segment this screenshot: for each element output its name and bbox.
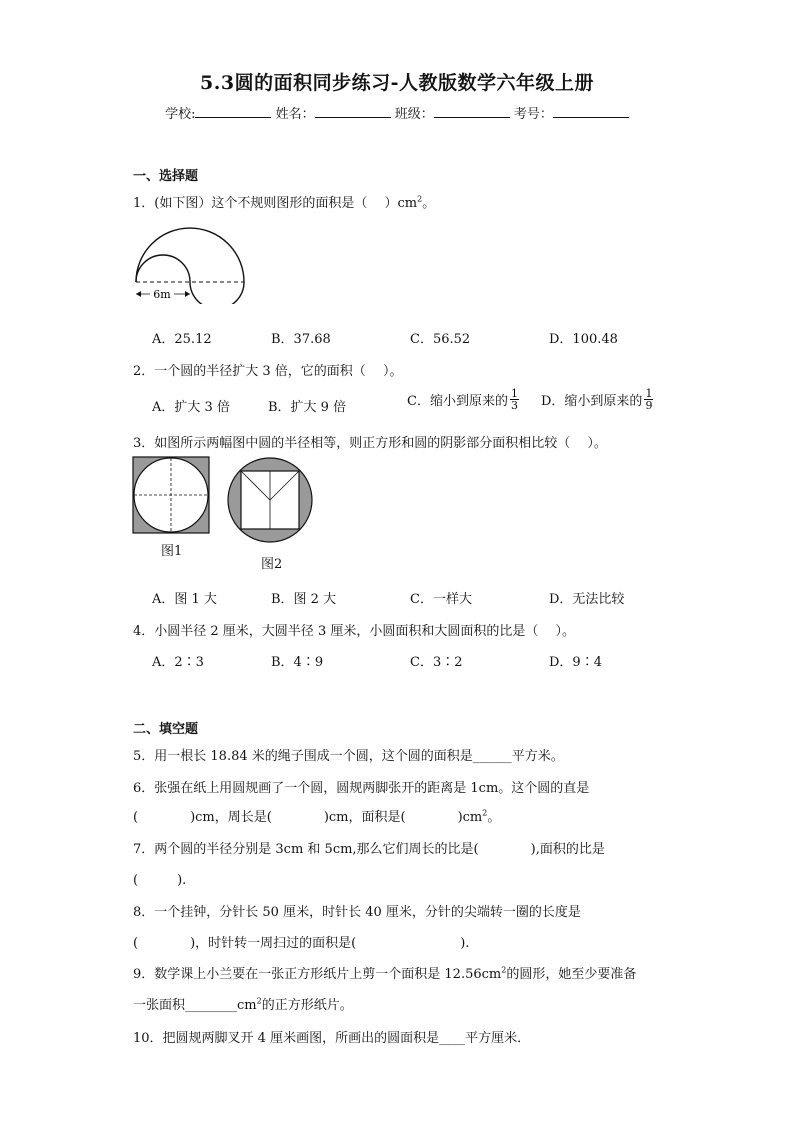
question-1 [133, 192, 435, 211]
q3-option-b[interactable]: B．图 2 大 [271, 592, 337, 607]
q1-option-d[interactable]: D．100.48 [549, 332, 618, 347]
q2-option-c-text: C．缩小到原来的 [407, 394, 508, 409]
exam-no-blank[interactable] [553, 104, 629, 118]
q4-option-b[interactable]: B．4∶9 [271, 655, 324, 670]
q4-option-a[interactable]: A．2∶3 [152, 655, 204, 670]
question-5: 5．用一根长 18.84 米的绳子围成一个圆，这个圆的面积是______平方米。 [133, 749, 564, 764]
question-1-figure [128, 222, 253, 304]
school-label: 学校: [165, 107, 196, 122]
question-6-sup: 2 [482, 808, 488, 818]
q1-option-c[interactable]: C．56.52 [410, 332, 471, 347]
q2-option-c[interactable] [407, 388, 519, 411]
question-9-line-1 [133, 963, 636, 982]
school-blank[interactable] [195, 104, 271, 118]
question-7-line-2: ( ). [133, 873, 187, 888]
question-9-sup-b: 2 [256, 996, 262, 1006]
question-9-text-d: 的正方形纸片。 [261, 998, 353, 1013]
question-1-end: 。 [422, 196, 436, 211]
q2-option-a[interactable]: A．扩大 3 倍 [152, 400, 230, 415]
question-8-line-1: 8．一个挂钟，分针长 50 厘米，时针长 40 厘米，分针的尖端转一圈的长度是 [133, 905, 581, 920]
q3-option-c[interactable]: C．一样大 [410, 592, 472, 607]
question-7-line-1: 7．两个圆的半径分别是 3cm 和 5cm,那么它们周长的比是( ),面积的比是 [133, 842, 605, 857]
question-9-text-c: 一张面积________cm [133, 998, 257, 1013]
section-heading-choice: 一、选择题 [133, 169, 199, 184]
question-3: 3．如图所示两幅图中圆的半径相等，则正方形和圆的阴影部分面积相比较（ ）。 [133, 436, 607, 451]
q2-option-c-fraction: $\frac{1}{3}$ [510, 387, 518, 412]
question-9-text-a: 9．数学课上小兰要在一张正方形纸片上剪一个面积是 12.56cm [133, 967, 502, 982]
question-1-text: 1．(如下图）这个不规则图形的面积是（ ）cm [133, 196, 418, 211]
question-9-sup-a: 2 [501, 965, 507, 975]
q2-option-d-text: D．缩小到原来的 [541, 394, 643, 409]
q4-option-c[interactable]: C．3∶2 [410, 655, 463, 670]
question-6-end: 。 [487, 810, 501, 825]
page-title: 5.3圆的面积同步练习-人教版数学六年级上册 [200, 72, 594, 94]
section-heading-fill: 二、填空题 [133, 722, 199, 737]
question-1-figure-label: 6m [153, 288, 171, 301]
exam-no-label: 考号： [513, 107, 553, 122]
question-6-line-2-text: ( )cm，周长是( )cm，面积是( )cm [133, 810, 483, 825]
q3-option-a[interactable]: A．图 1 大 [152, 592, 217, 607]
q1-option-b[interactable]: B．37.68 [271, 332, 331, 347]
question-3-figure-1 [132, 456, 212, 536]
name-blank[interactable] [315, 104, 391, 118]
question-10: 10．把圆规两脚叉开 4 厘米画图，所画出的圆面积是____平方厘米． [133, 1031, 531, 1046]
figure-2-caption: 图2 [261, 557, 283, 572]
question-1-sup: 2 [417, 194, 423, 204]
figure-1-caption: 图1 [161, 544, 183, 559]
question-6-line-1: 6．张强在纸上用圆规画了一个圆，圆规两脚张开的距离是 1cm。这个圆的直是 [133, 781, 590, 796]
question-6-line-2 [133, 806, 500, 825]
name-label: 姓名： [275, 107, 315, 122]
question-2: 2．一个圆的半径扩大 3 倍，它的面积（ ）。 [133, 364, 403, 379]
question-9-line-2 [133, 994, 353, 1013]
class-label: 班级： [394, 107, 434, 122]
question-8-line-2: ( )，时针转一周扫过的面积是( ). [133, 936, 470, 951]
question-4: 4．小圆半径 2 厘米，大圆半径 3 厘米，小圆面积和大圆面积的比是（ ）。 [133, 624, 575, 639]
q2-option-d-fraction: $\frac{1}{9}$ [645, 387, 653, 412]
q2-option-d[interactable] [541, 388, 653, 411]
q1-option-a[interactable]: A．25.12 [152, 332, 212, 347]
q4-option-d[interactable]: D．9∶4 [549, 655, 602, 670]
class-blank[interactable] [434, 104, 510, 118]
q2-option-b[interactable]: B．扩大 9 倍 [268, 400, 347, 415]
question-9-text-b: 的圆形，她至少要准备 [506, 967, 637, 982]
q3-option-d[interactable]: D．无法比较 [549, 592, 625, 607]
question-3-figure-2 [226, 456, 314, 544]
student-info-line [0, 103, 794, 122]
